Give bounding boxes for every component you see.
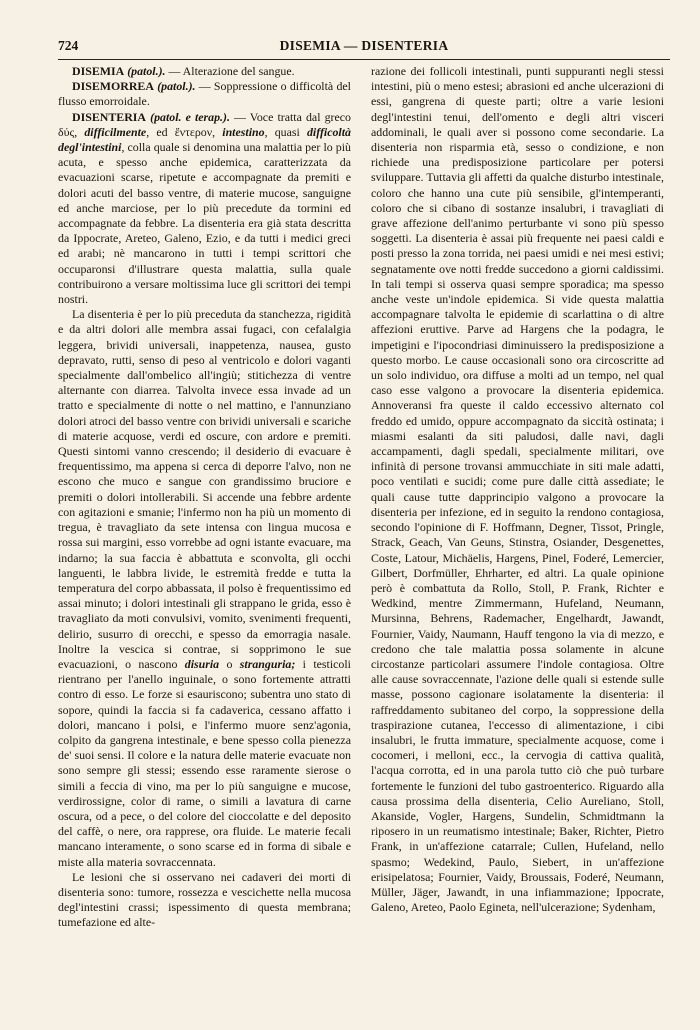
- paragraph-lesions: [58, 870, 351, 931]
- text-run: i testicoli rientrano per l'anello inguinale, o sono fortemente attratti contro di esso. Le forze si esauriscono; subentra uno stato di sopore, quindi la faccia si fa cadaverica, cessano affatto i dolori, mancano i polsi, e l'infermo muore senz'agonia, colpito da gangrena intestinale, e bene spesso colla pienezza de' suoi sensi. Il colore e la natura delle materie evacuate non sono sempre gli stessi; essendo esse raramente sierose o simili a feccia di vino, ma per lo più sanguigne e mucose, verdirossigne, color di rame, o simili a lavatura di carne oscura, od a pece, o del colore del cioccolatte e del deposito del caffè, o nere, ora rapprese, ora fluide. Le materie fecali mancano interamente, o sono scarse ed in forma di sibale e miste alla materia sovraccennata.: [58, 656, 351, 869]
- entry-tag: (patol.).: [157, 79, 196, 94]
- text-run: Le lesioni che si osservano nei cadaveri dei morti di disenteria sono: tumore, rossezza e vescichette nella mucosa degl'intestini crassi; ispessimento di questa membrana; tumefazione ed alte-: [58, 869, 351, 930]
- entry-disemorrea: [58, 79, 351, 109]
- entry-disemia: [58, 64, 351, 79]
- headword: DISEMIA: [72, 64, 125, 78]
- left-column: [58, 64, 351, 1014]
- entry-disenteria: [58, 110, 351, 308]
- emphasis: difficoltà degl'intestini: [58, 124, 351, 155]
- emphasis: stranguria;: [239, 656, 296, 671]
- entry-tag: (patol.).: [127, 64, 166, 78]
- text-run: , quasi: [264, 124, 307, 139]
- emphasis: disuria: [184, 656, 220, 671]
- running-head: [58, 38, 670, 58]
- entry-text: — Soppressione o difficoltà del flusso emorroidale.: [58, 79, 351, 109]
- running-title: DISEMIA — DISENTERIA: [279, 38, 449, 53]
- emphasis: intestino: [222, 124, 265, 139]
- text-run: razione dei follicoli intestinali, punti suppuranti negli stessi intestini, più o meno estesi; abrasioni ed anche ulcerazioni di essi, gangrena di queste parti; oltre a varie lesioni degl'intestini tenui, dell'omento e degli altri visceri addominali, le quali aver si possono come secondarie. La disenteria non risparmia età, sesso o condizione, e non richiede una predisposizione particolare per potersi sviluppare. Tuttavia gli affetti da qualche disturbo intestinale, coloro che hanno una cute più sensibile, gl'intemperanti, coloro che si cibano di sostanze insalubri, i travagliati di grave affezione dell'animo perturbante vi sono più spesso soggetti. La disenteria è assai più frequente nei paesi caldi e posti presso la zona torrida, nei paesi umidi e nei mesi estivi; segnatamente ove notti fredde succedono a giorni caldissimi. In tali tempi si osserva quasi sempre sporadica; ma spesso anche veste un'indole epidemica. Si vide questa malattia accompagnare talvolta le epidemie di scarlattina o di altre affezioni eruttive. Parve ad Hargens che la podagra, le impetigini e l'ipocondriasi diminuissero la predisposizione a questo morbo. Le cause occasionali sono ora circoscritte ad un solo individuo, ora diffuse a molti ad un tempo, nel qual caso esse valgono a provocare la disenteria epidemica. Annoveransi fra queste il caldo eccessivo alternato col freddo ed umido, oppure accompagnato da siccità ostinata; i miasmi esalanti da siti paludosi, dalle navi, dagli accampamenti, dagli spedali, specialmente militari, ove infinità di persone trovansi ammucchiate in siti male adatti, poco ventilati e sucidi; come pure dalle città assediate; le quali cause tutte dapprincipio valgono a provocare la disenteria per infezione, ed in seguito la rendono contagiosa, secondo l'opinione di F. Hoffmann, Degner, Tissot, Pringle, Strack, Geach, Van Geuns, Stinstra, Osiander, Desgenettes, Coste, Latour, Michäelis, Hargens, Pinel, Foderé, Lemercier, Gilbert, Dorfmüller, Ehrharter, ed altri. La quale opinione però è combattuta da Rollo, Stoll, P. Frank, Richter e Wedkind, mentre Zimmermann, Hufeland, Neumann, Mursinna, Behrens, Rademacher, Engelhardt, Jawandt, Fournier, Vaidy, Naumann, Hauff tengono la via di mezzo, e credono che tale malattia possa solamente in alcune circostanze particolari assumere l'indole contagiosa. Oltre alle cause sovraccennate, l'azione delle quali si estende sulle masse, possono cagionare isolatamente la disenteria: il raffreddamento subitaneo del corpo, la soppressione della traspirazione cutanea, l'eccesso di alimentazione, i cibi insalubri, le frutta immature, specialmente acquose, come i cocomeri, i melloni, ecc., la cervogia di cattiva qualità, l'acqua corrotta, ed in una parola tutto ciò che può turbare fortemente le funzioni del tubo gastroenterico. Riguardo alla causa prossima della disenteria, Celio Aureliano, Stoll, Akanside, Vogler, Hargens, Sundelin, Schmidtmann la riposero in un reumatismo intestinale; Baker, Richter, Pietro Frank, in un'affezione catarrale; Cullen, Hufeland, nello spasmo; Wedekind, Paulo, Siebert, in un'affezione erisipelatosa; Fournier, Vaidy, Broussais, Foderé, Neumann, Müller, Jäger, Jawandt, in una infiammazione; Ippocrate, Galeno, Areteo, Paolo Egineta, nell'ulcerazione; Sydenham,: [371, 64, 664, 915]
- headword: DISEMORREA: [72, 79, 154, 94]
- text-run: La disenteria è per lo più preceduta da stanchezza, rigidità e da altri dolori alle membra assai fugaci, con cefalalgia leggera, brividi universali, inappetenza, nausea, gusto depravato, rutti, senso di peso al ventricolo e dolori vaganti specialmente dall'ombelico all'ingiù; stitichezza di ventre alternante con diarrea. Talvolta invece essa invade ad un tratto e specialmente di notte o nel mattino, e l'annunziano dolori atroci del basso ventre con brividi universali e scariche di materie acquose, verdi ed oscure, con ardore e premiti. Questi sintomi vanno crescendo; il desiderio di evacuare è frequentissimo, ma appena si cerca di deporre l'alvo, non ne escono che muco e sangue con grandissimo bruciore e premiti o dolori intollerabili. Si accende una febbre ardente con agitazioni e smanie; l'infermo non ha più un momento di tregua, è travagliato da sete intensa con lingua mucosa e rossa sui margini, esso vorrebbe ad ogni istante evacuare, ma indarno; la sua faccia è abbattuta e sconvolta, gli occhi languenti, le labbra livide, le estremità fredde e tutta la temperatura del corpo abbassata, il polso è frequentissimo ed assai minuto; i dolori intestinali gli strappano le grida, esso è travagliato da moti convulsivi, vomito, svenimenti frequenti, delirio, susurro di orecchi, e spesso da emorragia nasale. Inoltre la vescica si contrae, si sopprimono le sue evacuazioni, o nascono: [58, 307, 351, 671]
- text-run: , ed ἔντερον,: [146, 124, 223, 139]
- entry-tag: (patol. e terap.).: [150, 109, 230, 124]
- emphasis: difficilmente: [84, 124, 147, 139]
- text-run: — Voce tratta dal greco δύς,: [58, 109, 351, 139]
- header-rule: [58, 59, 670, 60]
- entry-text: — Alterazione del sangue.: [165, 64, 295, 78]
- paragraph-symptoms: [58, 307, 351, 870]
- paragraph-causes: [371, 64, 664, 915]
- right-column: [371, 64, 664, 1014]
- headword: DISENTERIA: [72, 109, 147, 124]
- text-run: o: [219, 656, 240, 671]
- page-number: 724: [58, 38, 79, 53]
- text-run: , colla quale si denomina una malattia per lo più acuta, e spesso anche epidemica, caratterizzata da evacuazioni scarse, ripetute e accompagnate da premiti e dolori acuti del basso ventre, di materie mucose, sanguigne ed anche marciose, per lo più precedute da tormini ed accompagnate da febbre. La disenteria era già stata descritta da Ippocrate, Areteo, Galeno, Ezio, e da tutti i medici greci ed arabi; nè mancarono in tutti i tempi scrittori che occuparonsi d'illustrare questa malattia, sulla quale contribuirono a versare moltissima luce gli scrittori dei tempi nostri.: [58, 140, 351, 307]
